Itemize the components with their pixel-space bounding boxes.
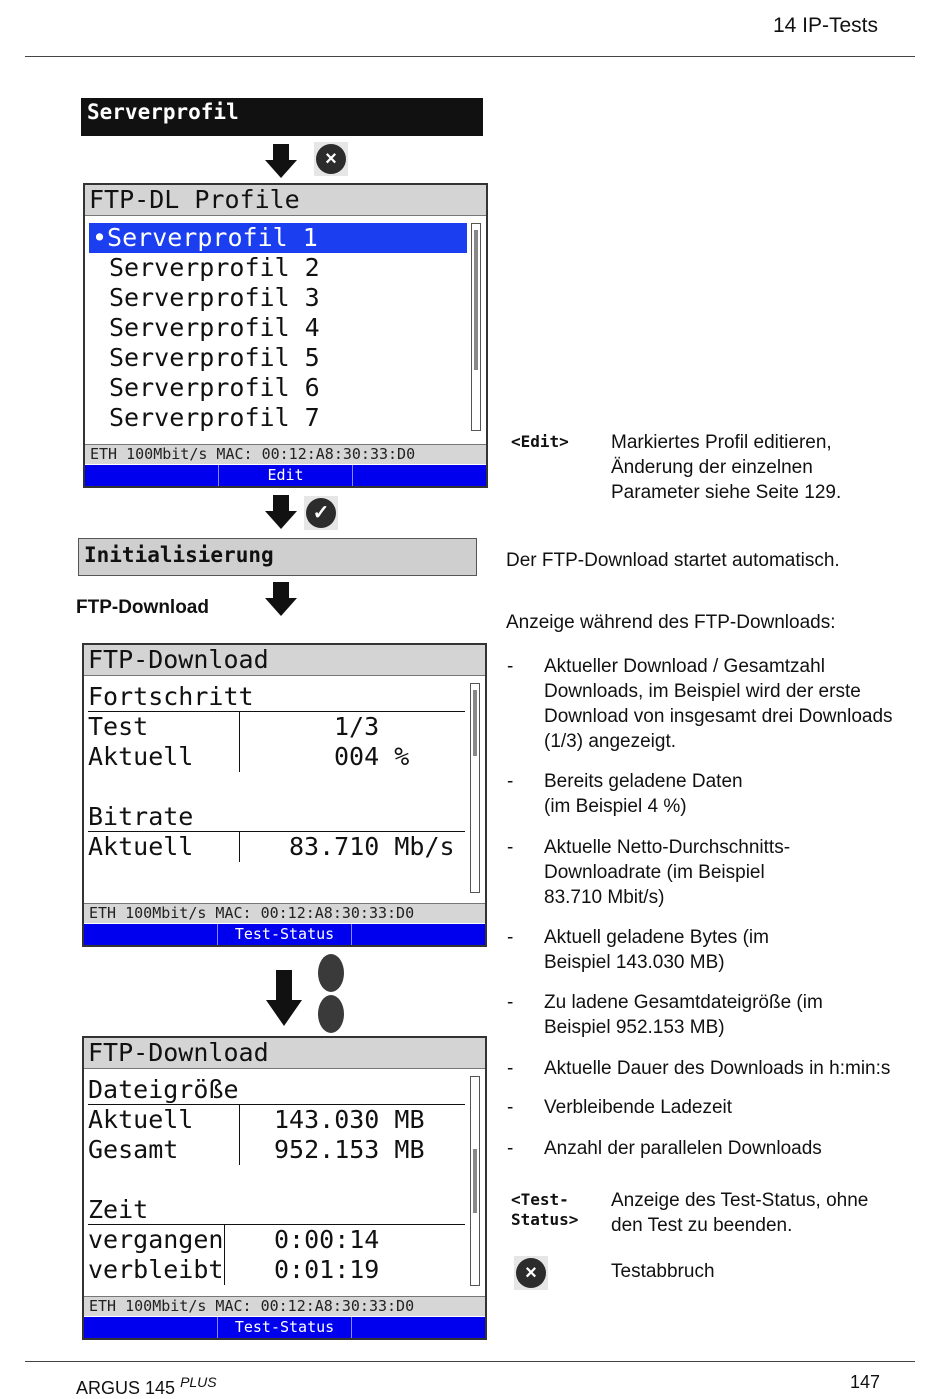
softkey-right[interactable] (352, 924, 485, 945)
softkey-left[interactable] (84, 1317, 218, 1338)
product-name: ARGUS 145 $^{PLUS}$ (76, 1374, 217, 1398)
profile-item-1[interactable]: •Serverprofil 1 (89, 223, 467, 253)
ftp-download-progress-screen (82, 643, 487, 947)
up-down-keys-icon (318, 995, 344, 1033)
serverprofil-bar: Serverprofil (81, 98, 483, 136)
arrow-down-icon (273, 495, 289, 511)
arrow-down-icon (265, 511, 297, 529)
softkey-edit[interactable]: Edit (219, 465, 353, 486)
test-status-description: Anzeige des Test-Status, ohne den Test zu beenden. (611, 1190, 869, 1236)
close-icon: × (514, 1256, 548, 1290)
profile-item-3[interactable]: Serverprofil 3 (109, 283, 320, 312)
row-verbleibt-value: 0:01:19 (274, 1255, 380, 1284)
row-aktuell-value: 143.030 MB (274, 1105, 425, 1134)
profile-item-2[interactable]: Serverprofil 2 (109, 253, 320, 282)
arrow-down-icon (273, 144, 289, 160)
row-verbleibt-label: verbleibt (88, 1255, 224, 1284)
auto-start-text: Der FTP-Download startet automatisch. (506, 550, 840, 571)
arrow-down-icon (265, 598, 297, 616)
section-dateigroesse: Dateigröße (88, 1075, 239, 1104)
softkey-left[interactable] (85, 465, 219, 486)
arrow-down-icon (273, 582, 289, 598)
page-number: 147 (849, 1372, 880, 1392)
softkey-bar (84, 924, 485, 945)
section-zeit: Zeit (88, 1195, 149, 1224)
section-bitrate: Bitrate (88, 802, 194, 831)
edit-description: Markiertes Profil editieren, Änderung der einzelnen Parameter siehe Seite 129. (611, 432, 842, 503)
profile-item-7[interactable]: Serverprofil 7 (109, 403, 320, 432)
row-vergangen-label: vergangen (88, 1225, 224, 1254)
status-line: ETH 100Mbit/s MAC: 00:12:A8:30:33:D0 (84, 1296, 485, 1316)
ftp-download-label: FTP-Download (76, 597, 209, 618)
ftp-download-status-screen (82, 1036, 487, 1340)
abort-description: Testabbruch (611, 1261, 715, 1282)
test-status-key-tag: <Test-Status> (511, 1190, 579, 1229)
scrollbar[interactable] (470, 683, 480, 893)
initialisierung-bar: Initialisierung (78, 538, 477, 576)
arrow-down-icon (276, 970, 292, 1000)
row-bitrate-label: Aktuell (88, 832, 194, 861)
section-fortschritt: Fortschritt (88, 682, 254, 711)
row-gesamt-value: 952.153 MB (274, 1135, 425, 1164)
check-icon: ✓ (304, 496, 338, 530)
status-line: ETH 100Mbit/s MAC: 00:12:A8:30:33:D0 (85, 444, 486, 464)
softkey-right[interactable] (353, 465, 486, 486)
softkey-left[interactable] (84, 924, 218, 945)
arrow-down-icon (265, 160, 297, 178)
status-line: ETH 100Mbit/s MAC: 00:12:A8:30:33:D0 (84, 903, 485, 923)
ftp-dl-profile-screen (83, 183, 488, 488)
row-test-label: Test (88, 712, 149, 741)
up-down-keys-icon (318, 954, 344, 992)
profile-item-6[interactable]: Serverprofil 6 (109, 373, 320, 402)
row-aktuell-value: 004 % (334, 742, 410, 771)
arrow-down-icon (266, 1000, 302, 1026)
softkey-test-status[interactable]: Test-Status (218, 924, 352, 945)
screen-title: FTP-Download (84, 645, 485, 676)
row-vergangen-value: 0:00:14 (274, 1225, 380, 1254)
row-aktuell-label: Aktuell (88, 742, 194, 771)
row-bitrate-value: 83.710 Mb/s (289, 832, 455, 861)
close-icon: × (314, 142, 348, 176)
row-test-value: 1/3 (334, 712, 380, 741)
edit-key-tag: <Edit> (511, 432, 569, 451)
display-intro-text: Anzeige während des FTP-Downloads: (506, 612, 836, 633)
row-gesamt-label: Gesamt (88, 1135, 179, 1164)
softkey-test-status[interactable]: Test-Status (218, 1317, 352, 1338)
scrollbar[interactable] (471, 223, 481, 431)
screen-title: FTP-DL Profile (85, 185, 486, 216)
softkey-bar (84, 1317, 485, 1338)
footer-rule (25, 1361, 915, 1362)
profile-item-4[interactable]: Serverprofil 4 (109, 313, 320, 342)
softkey-right[interactable] (352, 1317, 485, 1338)
softkey-bar (85, 465, 486, 486)
header-rule (25, 56, 915, 57)
chapter-title: 14 IP-Tests (772, 14, 878, 37)
row-aktuell-label: Aktuell (88, 1105, 194, 1134)
profile-item-5[interactable]: Serverprofil 5 (109, 343, 320, 372)
screen-title: FTP-Download (84, 1038, 485, 1069)
scrollbar[interactable] (470, 1076, 480, 1286)
